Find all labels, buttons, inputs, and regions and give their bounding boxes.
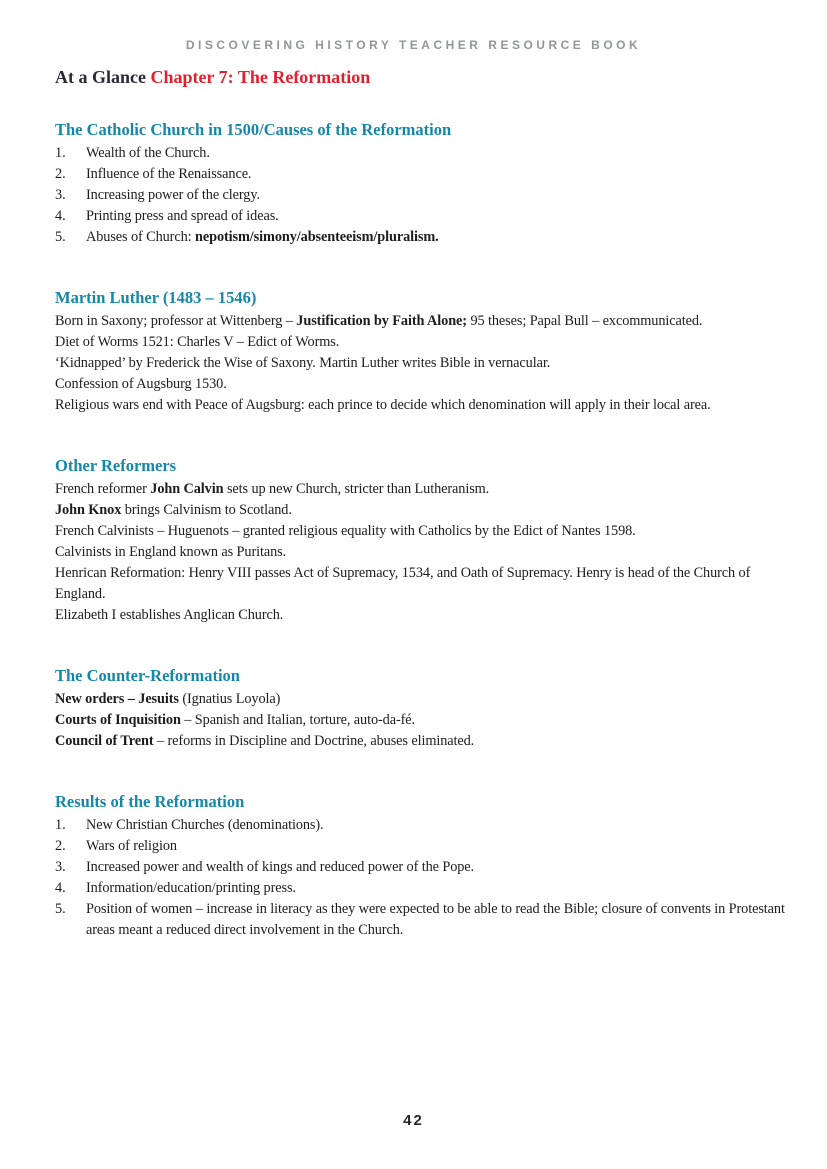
text-run: (Ignatius Loyola) [178,691,281,707]
bold-text-run: John Calvin [150,481,224,497]
section-heading: Martin Luther (1483 – 1546) [55,288,257,307]
list-item [55,836,790,857]
list-item [55,185,790,206]
bold-text-run: Council of Trent [55,733,154,749]
section-heading: The Catholic Church in 1500/Causes of the Reformation [55,120,452,139]
list-item [55,143,790,164]
text-run: Increasing power of the clergy. [86,187,260,203]
paragraph-line [55,374,790,395]
text-run: Information/education/printing press. [86,880,296,896]
text-run: Elizabeth I establishes Anglican Church. [55,607,284,623]
section-paragraphs [55,479,790,626]
section [55,120,790,248]
text-run: Increased power and wealth of kings and reduced power of the Pope. [86,859,475,875]
section-heading: The Counter-Reformation [55,666,240,685]
paragraph-line [55,605,790,626]
list-item [55,815,790,836]
text-run: Religious wars end with Peace of Augsburg: each prince to decide which denomination will apply in their local area. [55,397,711,413]
list-item [55,857,790,878]
text-run: ‘Kidnapped’ by Frederick the Wise of Saxony. Martin Luther writes Bible in vernacular. [55,355,551,371]
text-run: Calvinists in England known as Puritans. [55,544,287,560]
list-item [55,164,790,185]
bold-text-run: Courts of Inquisition [55,712,181,728]
paragraph-line [55,332,790,353]
sections-container [0,120,827,941]
text-run: Born in Saxony; professor at Wittenberg – [55,313,297,329]
section [55,792,790,941]
text-run: 95 theses; Papal Bull – excommunicated. [466,313,703,329]
text-run: Influence of the Renaissance. [86,166,252,182]
section-heading: Results of the Reformation [55,792,245,811]
paragraph-line [55,689,790,710]
section [55,666,790,752]
list-item [55,206,790,227]
section-paragraphs [55,689,790,752]
running-header: DISCOVERING HISTORY TEACHER RESOURCE BOOK [185,38,642,52]
paragraph-line [55,542,790,563]
paragraph-line [55,353,790,374]
page-number: 42 [403,1112,424,1129]
bold-text-run: John Knox [55,502,122,518]
title-chapter: Chapter 7: The Reformation [150,67,371,87]
page-title [55,66,827,88]
paragraph-line [55,479,790,500]
section-paragraphs [55,311,790,416]
text-run: sets up new Church, stricter than Lutheranism. [223,481,490,497]
text-run: French reformer [55,481,151,497]
text-run: Henrican Reformation: Henry VIII passes Act of Supremacy, 1534, and Oath of Supremacy. Henry is head of the Church of England. [55,565,751,602]
paragraph-line [55,311,790,332]
text-run: New Christian Churches (denominations). [86,817,324,833]
title-prefix: At a Glance [55,67,151,87]
paragraph-line [55,731,790,752]
text-run: Diet of Worms 1521: Charles V – Edict of Worms. [55,334,340,350]
text-run: Wealth of the Church. [86,145,210,161]
section-heading: Other Reformers [55,456,177,475]
text-run: Wars of religion [86,838,177,854]
paragraph-line [55,500,790,521]
paragraph-line [55,521,790,542]
section-list [55,815,790,941]
list-item [55,899,790,941]
paragraph-line [55,563,790,605]
text-run: Abuses of Church: [86,229,195,245]
text-run: Printing press and spread of ideas. [86,208,279,224]
text-run: Position of women – increase in literacy as they were expected to be able to read the Bible; closure of convents in Protestant areas meant a reduced direct involvement in the Church. [86,901,785,938]
bold-text-run: New orders – Jesuits [55,691,179,707]
list-item [55,878,790,899]
bold-text-run: nepotism/simony/absenteeism/pluralism. [195,229,439,245]
text-run: brings Calvinism to Scotland. [121,502,292,518]
text-run: – Spanish and Italian, torture, auto-da-fé. [180,712,416,728]
section-list [55,143,790,248]
bold-text-run: Justification by Faith Alone; [296,313,467,329]
paragraph-line [55,710,790,731]
section [55,288,790,416]
text-run: French Calvinists – Huguenots – granted religious equality with Catholics by the Edict of Nantes 1598. [55,523,636,539]
text-run: – reforms in Discipline and Doctrine, abuses eliminated. [153,733,475,749]
paragraph-line [55,395,790,416]
list-item [55,227,790,248]
section [55,456,790,626]
text-run: Confession of Augsburg 1530. [55,376,227,392]
